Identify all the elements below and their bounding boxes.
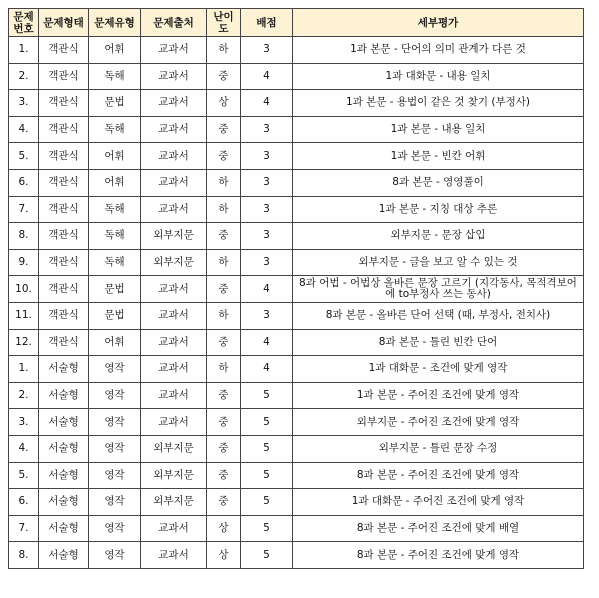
cell-level: 하: [207, 302, 241, 329]
cell-form: 객관식: [39, 196, 89, 223]
header-form: 문제형태: [39, 9, 89, 37]
cell-level: 상: [207, 90, 241, 117]
cell-level: 상: [207, 542, 241, 569]
cell-type: 영작: [89, 489, 141, 516]
cell-type: 독해: [89, 196, 141, 223]
cell-evaluation: 외부지문 - 글을 보고 알 수 있는 것: [293, 249, 584, 276]
table-row: [9, 143, 584, 170]
cell-evaluation: 외부지문 - 주어진 조건에 맞게 영작: [293, 409, 584, 436]
cell-evaluation: 외부지문 - 틀린 문장 수정: [293, 435, 584, 462]
cell-source: 외부지문: [141, 462, 207, 489]
cell-number: 1.: [9, 356, 39, 383]
cell-number: 2.: [9, 63, 39, 90]
cell-score: 5: [241, 489, 293, 516]
cell-source: 교과서: [141, 276, 207, 303]
cell-type: 독해: [89, 249, 141, 276]
cell-evaluation: 1과 대화문 - 내용 일치: [293, 63, 584, 90]
table-row: [9, 382, 584, 409]
cell-level: 하: [207, 249, 241, 276]
cell-source: 교과서: [141, 329, 207, 356]
table-row: [9, 329, 584, 356]
table-row: [9, 409, 584, 436]
table-row: [9, 37, 584, 64]
cell-number: 4.: [9, 116, 39, 143]
cell-evaluation: 8과 본문 - 올바른 단어 선택 (때, 부정사, 전치사): [293, 302, 584, 329]
cell-source: 교과서: [141, 382, 207, 409]
cell-evaluation: 8과 본문 - 주어진 조건에 맞게 영작: [293, 542, 584, 569]
cell-score: 4: [241, 329, 293, 356]
cell-number: 11.: [9, 302, 39, 329]
cell-score: 3: [241, 249, 293, 276]
cell-type: 영작: [89, 462, 141, 489]
cell-type: 어휘: [89, 37, 141, 64]
cell-type: 문법: [89, 302, 141, 329]
cell-form: 서술형: [39, 435, 89, 462]
table-row: [9, 63, 584, 90]
table-row: [9, 276, 584, 303]
cell-number: 9.: [9, 249, 39, 276]
cell-level: 중: [207, 329, 241, 356]
cell-type: 영작: [89, 356, 141, 383]
cell-type: 영작: [89, 409, 141, 436]
table-row: [9, 462, 584, 489]
cell-source: 교과서: [141, 302, 207, 329]
cell-evaluation: 8과 본문 - 틀린 빈칸 단어: [293, 329, 584, 356]
cell-level: 중: [207, 435, 241, 462]
cell-form: 객관식: [39, 276, 89, 303]
cell-number: 3.: [9, 409, 39, 436]
cell-evaluation: 1과 대화문 - 조건에 맞게 영작: [293, 356, 584, 383]
cell-level: 하: [207, 356, 241, 383]
cell-type: 독해: [89, 63, 141, 90]
cell-source: 교과서: [141, 90, 207, 117]
cell-form: 객관식: [39, 249, 89, 276]
table-row: [9, 116, 584, 143]
cell-type: 영작: [89, 542, 141, 569]
cell-form: 객관식: [39, 143, 89, 170]
cell-number: 7.: [9, 196, 39, 223]
cell-score: 3: [241, 223, 293, 250]
cell-form: 객관식: [39, 63, 89, 90]
table-row: [9, 542, 584, 569]
cell-source: 교과서: [141, 542, 207, 569]
cell-form: 객관식: [39, 37, 89, 64]
cell-level: 중: [207, 116, 241, 143]
header-score: 배점: [241, 9, 293, 37]
cell-source: 교과서: [141, 37, 207, 64]
cell-score: 5: [241, 515, 293, 542]
cell-level: 하: [207, 196, 241, 223]
cell-form: 객관식: [39, 223, 89, 250]
cell-form: 서술형: [39, 489, 89, 516]
cell-score: 4: [241, 90, 293, 117]
table-row: [9, 249, 584, 276]
cell-score: 5: [241, 382, 293, 409]
cell-evaluation: 1과 본문 - 단어의 의미 관계가 다른 것: [293, 37, 584, 64]
cell-score: 4: [241, 276, 293, 303]
cell-form: 서술형: [39, 409, 89, 436]
cell-number: 8.: [9, 542, 39, 569]
cell-score: 3: [241, 37, 293, 64]
cell-level: 중: [207, 223, 241, 250]
cell-source: 교과서: [141, 515, 207, 542]
cell-evaluation: 외부지문 - 문장 삽입: [293, 223, 584, 250]
cell-source: 외부지문: [141, 249, 207, 276]
table-row: [9, 515, 584, 542]
cell-level: 상: [207, 515, 241, 542]
cell-source: 외부지문: [141, 223, 207, 250]
cell-evaluation: 8과 본문 - 주어진 조건에 맞게 영작: [293, 462, 584, 489]
cell-number: 5.: [9, 462, 39, 489]
cell-evaluation: 1과 대화문 - 주어진 조건에 맞게 영작: [293, 489, 584, 516]
header-evaluation: 세부평가: [293, 9, 584, 37]
cell-level: 중: [207, 409, 241, 436]
cell-score: 5: [241, 409, 293, 436]
cell-score: 4: [241, 356, 293, 383]
cell-evaluation: 1과 본문 - 지칭 대상 추론: [293, 196, 584, 223]
cell-type: 독해: [89, 223, 141, 250]
cell-form: 객관식: [39, 90, 89, 117]
cell-form: 서술형: [39, 542, 89, 569]
cell-form: 객관식: [39, 116, 89, 143]
cell-source: 교과서: [141, 63, 207, 90]
cell-type: 어휘: [89, 329, 141, 356]
cell-form: 서술형: [39, 382, 89, 409]
cell-score: 5: [241, 462, 293, 489]
cell-evaluation: 1과 본문 - 빈칸 어휘: [293, 143, 584, 170]
cell-score: 4: [241, 63, 293, 90]
header-source: 문제출처: [141, 9, 207, 37]
cell-number: 3.: [9, 90, 39, 117]
cell-number: 7.: [9, 515, 39, 542]
table-row: [9, 435, 584, 462]
cell-score: 3: [241, 116, 293, 143]
cell-score: 3: [241, 169, 293, 196]
header-type: 문제유형: [89, 9, 141, 37]
cell-level: 중: [207, 63, 241, 90]
cell-form: 객관식: [39, 169, 89, 196]
cell-form: 객관식: [39, 302, 89, 329]
header-level: 난이도: [207, 9, 241, 37]
cell-number: 6.: [9, 489, 39, 516]
cell-type: 어휘: [89, 143, 141, 170]
cell-evaluation: 8과 본문 - 주어진 조건에 맞게 배열: [293, 515, 584, 542]
cell-level: 중: [207, 382, 241, 409]
cell-source: 교과서: [141, 409, 207, 436]
cell-level: 중: [207, 143, 241, 170]
cell-source: 외부지문: [141, 489, 207, 516]
header-number: 문제 번호: [9, 9, 39, 37]
cell-score: 3: [241, 196, 293, 223]
cell-type: 문법: [89, 276, 141, 303]
table-body: [9, 37, 584, 569]
cell-form: 서술형: [39, 515, 89, 542]
cell-number: 8.: [9, 223, 39, 250]
cell-number: 4.: [9, 435, 39, 462]
cell-number: 1.: [9, 37, 39, 64]
cell-form: 서술형: [39, 356, 89, 383]
cell-level: 하: [207, 169, 241, 196]
table-row: [9, 90, 584, 117]
table-row: [9, 356, 584, 383]
exam-spec-table: [8, 8, 584, 569]
cell-source: 교과서: [141, 356, 207, 383]
cell-type: 영작: [89, 515, 141, 542]
cell-source: 외부지문: [141, 435, 207, 462]
cell-evaluation: 8과 본문 - 영영풀이: [293, 169, 584, 196]
cell-type: 문법: [89, 90, 141, 117]
cell-level: 중: [207, 489, 241, 516]
table-row: [9, 302, 584, 329]
cell-number: 6.: [9, 169, 39, 196]
cell-number: 2.: [9, 382, 39, 409]
table-row: [9, 489, 584, 516]
cell-evaluation: 1과 본문 - 내용 일치: [293, 116, 584, 143]
header-row: [9, 9, 584, 37]
cell-number: 10.: [9, 276, 39, 303]
cell-source: 교과서: [141, 196, 207, 223]
cell-source: 교과서: [141, 116, 207, 143]
cell-evaluation: 1과 본문 - 용법이 같은 것 찾기 (부정사): [293, 90, 584, 117]
cell-type: 어휘: [89, 169, 141, 196]
cell-type: 영작: [89, 435, 141, 462]
cell-score: 5: [241, 542, 293, 569]
cell-source: 교과서: [141, 143, 207, 170]
cell-score: 5: [241, 435, 293, 462]
cell-number: 12.: [9, 329, 39, 356]
cell-level: 하: [207, 37, 241, 64]
cell-form: 서술형: [39, 462, 89, 489]
cell-evaluation: 8과 어법 - 어법상 올바른 문장 고르기 (지각동사, 목적격보어에 to부정사 쓰는 동사): [293, 276, 584, 303]
cell-score: 3: [241, 143, 293, 170]
cell-level: 중: [207, 462, 241, 489]
cell-number: 5.: [9, 143, 39, 170]
cell-type: 영작: [89, 382, 141, 409]
table-row: [9, 223, 584, 250]
cell-source: 교과서: [141, 169, 207, 196]
table-row: [9, 169, 584, 196]
cell-evaluation: 1과 본문 - 주어진 조건에 맞게 영작: [293, 382, 584, 409]
cell-level: 중: [207, 276, 241, 303]
table-row: [9, 196, 584, 223]
cell-form: 객관식: [39, 329, 89, 356]
cell-score: 3: [241, 302, 293, 329]
cell-type: 독해: [89, 116, 141, 143]
